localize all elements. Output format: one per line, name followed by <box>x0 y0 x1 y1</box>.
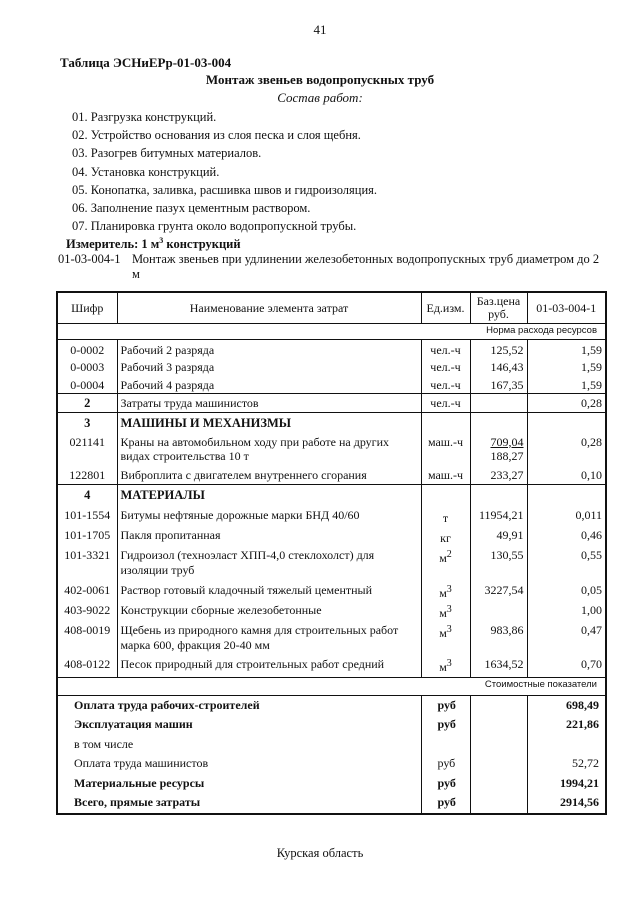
item-description: Монтаж звеньев при удлинении железобетонных водопропускных труб диаметром до 2 м <box>132 252 600 281</box>
row-unit: $м^2$ <box>421 546 470 581</box>
total-unit: руб <box>421 774 470 794</box>
total-value: 221,86 <box>566 717 599 731</box>
total-value: 52,72 <box>572 756 599 770</box>
total-row <box>57 715 606 735</box>
row-name: Щебень из природного камня для строительных работ марка 600, фракция 20-40 мм <box>117 621 421 655</box>
work-list <box>72 108 377 235</box>
table-row <box>57 581 606 601</box>
page-number: 41 <box>313 22 327 37</box>
total-unit: руб <box>421 715 470 735</box>
row-price <box>470 433 527 467</box>
total-value: 698,49 <box>566 697 599 712</box>
row-unit: кг <box>421 525 470 546</box>
total-row <box>57 754 606 774</box>
measure-unit: Измеритель: 1 $м^3$ конструкций <box>66 236 241 252</box>
row-name: Виброплита с двигателем внутреннего сгорания <box>117 467 421 485</box>
table-row <box>57 340 606 358</box>
row-price: 130,55 <box>470 546 527 581</box>
row-price: 233,27 <box>470 467 527 485</box>
row-code: 101-1705 <box>57 525 117 546</box>
section-title: МАШИНЫ И МЕХАНИЗМЫ <box>117 413 421 433</box>
row-price: 146,43 <box>470 358 527 376</box>
total-unit: руб <box>421 754 470 774</box>
section-code: 3 <box>57 413 117 433</box>
row-price <box>470 394 527 413</box>
row-norm: 1,59 <box>527 358 606 376</box>
norm-note: Норма расхода ресурсов <box>57 324 606 340</box>
total-label: Оплата труда рабочих-строителей <box>57 695 421 715</box>
total-label: Оплата труда машинистов <box>57 754 421 774</box>
row-code: 403-9022 <box>57 601 117 621</box>
row-unit: чел.-ч <box>421 394 470 413</box>
row-norm: 0,011 <box>527 505 606 526</box>
row-norm: 0,55 <box>527 546 606 581</box>
empty-cell <box>470 774 527 794</box>
work-item: 06. Заполнение пазух цементным раствором. <box>72 200 311 215</box>
header-unit: Ед.изм. <box>421 292 470 324</box>
row-norm: 0,46 <box>527 525 606 546</box>
row-price: 125,52 <box>470 340 527 358</box>
row-price <box>470 601 527 621</box>
empty-cell <box>470 413 527 433</box>
total-unit: руб <box>421 793 470 814</box>
work-item: 03. Разогрев битумных материалов. <box>72 146 262 161</box>
price-secondary: 188,27 <box>490 449 524 463</box>
table-row <box>57 376 606 394</box>
table-row <box>57 621 606 655</box>
row-unit: $м^3$ <box>421 655 470 677</box>
empty-cell <box>470 793 527 814</box>
total-unit: руб <box>421 695 470 715</box>
work-item: 05. Конопатка, заливка, расшивка швов и гидроизоляция. <box>72 182 378 197</box>
row-price: 983,86 <box>470 621 527 655</box>
row-name: Песок природный для строительных работ средний <box>117 655 421 677</box>
empty-cell <box>421 413 470 433</box>
resource-table <box>56 291 607 815</box>
empty-cell <box>470 695 527 715</box>
cost-note-row <box>57 677 606 695</box>
row-name: Раствор готовый кладочный тяжелый цементный <box>117 581 421 601</box>
empty-cell <box>470 735 527 755</box>
section-title: МАТЕРИАЛЫ <box>117 485 421 505</box>
row-unit: $м^3$ <box>421 621 470 655</box>
row-name: Затраты труда машинистов <box>117 394 421 413</box>
total-value: 2914,56 <box>527 793 606 814</box>
row-price: 3227,54 <box>470 581 527 601</box>
row-norm: 1,00 <box>527 601 606 621</box>
total-label: Эксплуатация машин <box>57 715 421 735</box>
header-name: Наименование элемента затрат <box>117 292 421 324</box>
header-code: Шифр <box>57 292 117 324</box>
row-code: 0-0003 <box>57 358 117 376</box>
row-name: Пакля пропитанная <box>117 525 421 546</box>
row-code: 0-0002 <box>57 340 117 358</box>
table-row <box>57 546 606 581</box>
total-unit <box>421 735 470 755</box>
empty-cell <box>421 485 470 505</box>
row-name: Рабочий 3 разряда <box>117 358 421 376</box>
empty-cell <box>470 485 527 505</box>
table-row <box>57 358 606 376</box>
row-name: Краны на автомобильном ходу при работе на других видах строительства 10 т <box>117 433 421 467</box>
table-title: Монтаж звеньев водопропускных труб <box>205 72 435 87</box>
row-name: Рабочий 4 разряда <box>117 376 421 394</box>
table-row <box>57 505 606 526</box>
row-unit: чел.-ч <box>421 340 470 358</box>
row-unit: маш.-ч <box>421 467 470 485</box>
work-item: 02. Устройство основания из слоя песка и слоя щебня. <box>72 128 361 143</box>
total-row <box>57 695 606 715</box>
header-price: Баз.цена руб. <box>470 292 527 324</box>
row-unit: $м^3$ <box>421 601 470 621</box>
price-main: 709,04 <box>490 434 524 449</box>
total-row <box>57 774 606 794</box>
row-price: 11954,21 <box>470 505 527 526</box>
work-item: 04. Установка конструкций. <box>72 164 220 179</box>
row-unit: маш.-ч <box>421 433 470 467</box>
table-row <box>57 433 606 467</box>
empty-cell <box>470 715 527 735</box>
empty-cell <box>527 413 606 433</box>
section-row-machines <box>57 413 606 433</box>
row-norm: 0,28 <box>527 394 606 413</box>
work-composition-heading: Состав работ: <box>277 90 363 105</box>
item-code: 01-03-004-1 <box>58 252 121 266</box>
row-code: 0-0004 <box>57 376 117 394</box>
section-row-materials <box>57 485 606 505</box>
row-code: 408-0019 <box>57 621 117 655</box>
row-norm: 0,47 <box>527 621 606 655</box>
row-price: 1634,52 <box>470 655 527 677</box>
row-code: 101-1554 <box>57 505 117 526</box>
table-row <box>57 394 606 413</box>
row-price: 167,35 <box>470 376 527 394</box>
total-label: Материальные ресурсы <box>57 774 421 794</box>
row-code: 021141 <box>57 433 117 467</box>
empty-cell <box>470 754 527 774</box>
row-norm: 0,70 <box>527 655 606 677</box>
row-name: Гидроизол (техноэласт ХПП-4,0 стеклохолст) для изоляции труб <box>117 546 421 581</box>
row-price: 49,91 <box>470 525 527 546</box>
row-norm: 0,10 <box>527 467 606 485</box>
row-norm: 1,59 <box>527 340 606 358</box>
footer-region: Курская область <box>276 846 364 860</box>
total-row <box>57 793 606 814</box>
table-row <box>57 601 606 621</box>
empty-cell <box>527 485 606 505</box>
row-norm: 0,28 <box>527 433 606 467</box>
row-name: Рабочий 2 разряда <box>117 340 421 358</box>
row-unit: чел.-ч <box>421 376 470 394</box>
row-name: Конструкции сборные железобетонные <box>117 601 421 621</box>
row-unit: чел.-ч <box>421 358 470 376</box>
work-item: 01. Разгрузка конструкций. <box>72 110 217 124</box>
table-row <box>57 525 606 546</box>
cost-note: Стоимостные показатели <box>57 677 606 695</box>
row-unit: $м^3$ <box>421 581 470 601</box>
table-row <box>57 467 606 485</box>
total-label: Всего, прямые затраты <box>57 793 421 814</box>
total-label: в том числе <box>57 735 421 755</box>
row-code: 408-0122 <box>57 655 117 677</box>
table-code: Таблица ЭСНиЕРр-01-03-004 <box>60 55 232 70</box>
total-row <box>57 735 606 755</box>
row-unit: т <box>421 505 470 526</box>
row-code: 101-3321 <box>57 546 117 581</box>
total-value <box>527 735 606 755</box>
row-code: 402-0061 <box>57 581 117 601</box>
section-code: 4 <box>57 485 117 505</box>
table-header-row <box>57 292 606 324</box>
norm-note-row <box>57 324 606 340</box>
row-code: 2 <box>57 394 117 413</box>
row-norm: 1,59 <box>527 376 606 394</box>
row-norm: 0,05 <box>527 581 606 601</box>
row-code: 122801 <box>57 467 117 485</box>
row-name: Битумы нефтяные дорожные марки БНД 40/60 <box>117 505 421 526</box>
table-row <box>57 655 606 677</box>
header-norm: 01-03-004-1 <box>527 292 606 324</box>
work-item: 07. Планировка грунта около водопропускной трубы. <box>72 219 357 234</box>
total-value: 1994,21 <box>560 775 599 790</box>
